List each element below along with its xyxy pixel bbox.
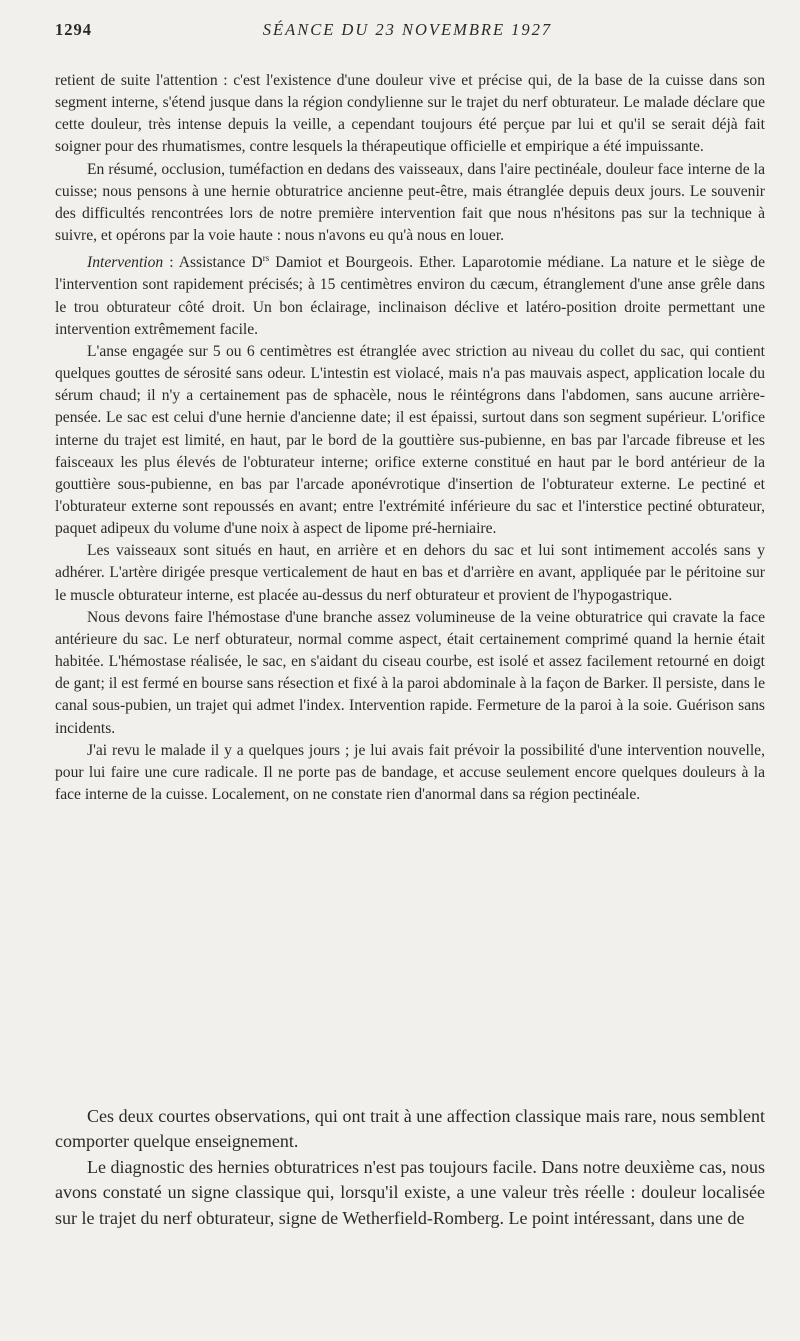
superscript: rs [262, 253, 270, 264]
page-header [55, 20, 760, 44]
paragraph: Le diagnostic des hernies obturatrices n'est pas toujours facile. Dans notre deuxième cas, nous avons constaté un signe classique qui, lorsqu'il existe, a une valeur très réelle : douleur localisée sur le trajet du nerf obturateur, signe de Wetherfield-Romberg. Le point intéressant, dans une de [55, 1156, 765, 1228]
running-title: SÉANCE DU 23 NOVEMBRE 1927 [262, 20, 553, 39]
paragraph-text: Damiot et Bourgeois. Ether. Laparotomie médiane. La nature et le siège de l'intervention sont rapidement précisés; à 15 centimètres environ du cæcum, étranglement d'une anse grêle dans le trou obturateur côté droit. Un bon éclairage, inclinaison déclive et latéro-position droite permettant une intervention extrêmement facile. [55, 254, 765, 338]
paragraph: Les vaisseaux sont situés en haut, en arrière et en dehors du sac et lui sont intimement accolés sans y adhérer. L'artère dirigée presque verticalement de haut en bas et d'arrière en avant, appliquée par le péritoine sur le muscle obturateur interne, est placée au-dessus du nerf obturateur et provient de l'hypogastrique. [55, 542, 765, 604]
paragraph: En résumé, occlusion, tuméfaction en dedans des vaisseaux, dans l'aire pectinéale, douleur face interne de la cuisse; nous pensons à une hernie obturatrice ancienne peut-être, mais étranglée depuis deux jours. Le souvenir des difficultés rencontrées lors de notre première intervention fait que nous n'hésitons pas sur la technique à suivre, et opérons par la voie haute : nous n'avons eu qu'à nous en louer. [55, 160, 765, 245]
paragraph: Nous devons faire l'hémostase d'une branche assez volumineuse de la veine obturatrice qui cravate la face antérieure du sac. Le nerf obturateur, normal comme aspect, était certainement comprimé quand la hernie était habitée. L'hémostase réalisée, le sac, en s'aidant du ciseau courbe, est isolé et assez facilement retourné en doigt de gant; il est fermé en bourse sans résection et fixé à la paroi abdominale à la façon de Barker. Il persiste, dans le canal sous-pubien, un trajet qui admet l'index. Intervention rapide. Fermeture de la paroi à la soie. Guérison sans incidents. [55, 608, 765, 737]
paragraph-text: : Assistance D [163, 254, 263, 272]
page-number: 1294 [55, 20, 92, 39]
paragraph: Ces deux courtes observations, qui ont trait à une affection classique mais rare, nous semblent comporter quelque enseignement. [55, 1106, 765, 1152]
paragraph: L'anse engagée sur 5 ou 6 centimètres est étranglée avec striction au niveau du collet du sac, qui contient quelques gouttes de sérosité sans odeur. L'intestin est violacé, mais n'a pas mauvais aspect, application locale du sérum chaud; il n'y a certainement pas de sphacèle, nous le réintégrons dans l'abdomen, sans aucune arrière-pensée. Le sac est celui d'une hernie d'ancienne date; il est épaissi, surtout dans son segment supérieur. L'orifice interne du trajet est limité, en haut, par le bord de la gouttière sus-pubienne, en bas par l'arcade fibreuse et les faisceaux les plus élevés de l'obturateur interne; orifice externe constitué en haut par le bord antérieur de la gouttière sous-pubienne, en bas par l'arcade aponévrotique d'insertion de l'obturateur externe. Le pectiné et l'obturateur externe sont repoussés en avant; entre l'extrémité inférieure du sac et l'interstice pectiné obturateur, paquet adipeux du volume d'une noix à aspect de lipome pré-herniaire. [55, 342, 765, 538]
paragraph: retient de suite l'attention : c'est l'existence d'une douleur vive et précise qui, de la base de la cuisse dans son segment interne, s'étend jusque dans la région condylienne sur le trajet du nerf obturateur. Le malade déclare que cette douleur, très intense depuis la veille, a cependant toujours été perçue par lui et qu'il se serait déjà fait soigner pour des rhumatismes, contre lesquels la thérapeutique officielle et empirique a été impuissante. [55, 72, 765, 156]
paragraph: J'ai revu le malade il y a quelques jours ; je lui avais fait prévoir la possibilité d'une intervention nouvelle, pour lui faire une cure radicale. Il ne porte pas de bandage, et accuse seulement encore quelques douleurs à la face interne de la cuisse. Localement, on ne constate rien d'anormal dans sa région pectinéale. [55, 741, 765, 803]
observation-text [55, 70, 765, 806]
intervention-label: Intervention [87, 254, 164, 272]
paragraph-intervention [55, 247, 765, 341]
discussion-text [55, 1104, 765, 1231]
